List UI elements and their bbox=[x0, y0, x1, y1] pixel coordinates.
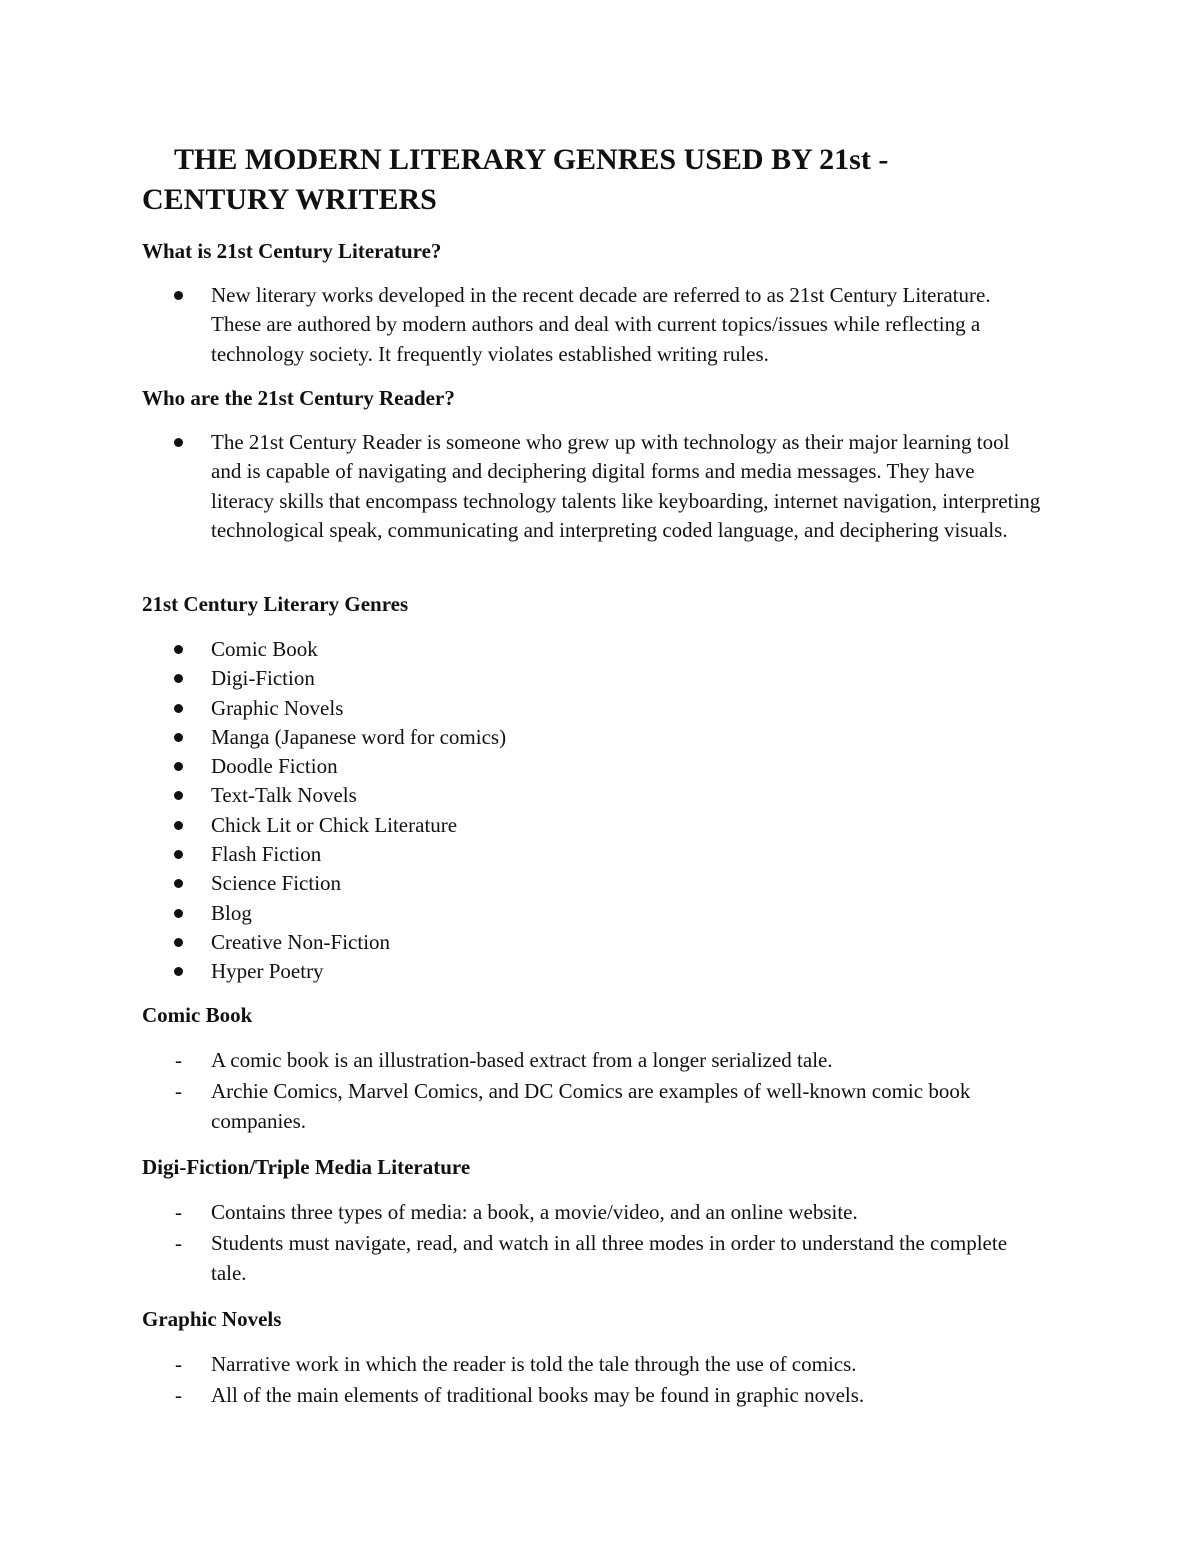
title-line-1: THE MODERN LITERARY GENRES USED BY 21st - bbox=[174, 143, 889, 176]
genre-item: Science Fiction bbox=[142, 869, 1042, 898]
bullet-icon bbox=[174, 967, 183, 976]
genre-item: Hyper Poetry bbox=[142, 957, 1042, 986]
bullet-icon bbox=[174, 438, 183, 447]
dash-marker: - bbox=[175, 1383, 182, 1408]
genre-item: Flash Fiction bbox=[142, 840, 1042, 869]
genre-item: Chick Lit or Chick Literature bbox=[142, 811, 1042, 840]
genres-list bbox=[142, 635, 1042, 987]
title-line-2: CENTURY WRITERS bbox=[142, 183, 437, 216]
genre-item: Text-Talk Novels bbox=[142, 781, 1042, 810]
bullet-icon bbox=[174, 674, 183, 683]
bullet-icon bbox=[174, 938, 183, 947]
bullet-icon bbox=[174, 850, 183, 859]
bullet-icon bbox=[174, 821, 183, 830]
graphic-novels-list bbox=[142, 1350, 1042, 1413]
list-item: - A comic book is an illustration-based extract from a longer serialized tale. bbox=[142, 1046, 1042, 1075]
list-item: - All of the main elements of traditional books may be found in graphic novels. bbox=[142, 1381, 1042, 1410]
genre-item: Blog bbox=[142, 899, 1042, 928]
bullet-icon bbox=[174, 291, 183, 300]
list-item: - Narrative work in which the reader is told the tale through the use of comics. bbox=[142, 1350, 1042, 1379]
bullet-icon bbox=[174, 704, 183, 713]
bullet-icon bbox=[174, 791, 183, 800]
genre-item: Digi-Fiction bbox=[142, 664, 1042, 693]
genre-item: Comic Book bbox=[142, 635, 1042, 664]
bullet-icon bbox=[174, 733, 183, 742]
genre-item: Doodle Fiction bbox=[142, 752, 1042, 781]
list-item: New literary works developed in the recent decade are referred to as 21st Century Literature. These are authored by modern authors and deal with current topics/issues while reflecting a technology society. It frequently violates established writing rules. bbox=[142, 281, 1042, 369]
list-item: - Students must navigate, read, and watch in all three modes in order to understand the complete tale. bbox=[175, 1231, 1008, 1285]
heading-graphic-novels: Graphic Novels bbox=[142, 1307, 282, 1331]
list-item: - Contains three types of media: a book, a movie/video, and an online website. bbox=[142, 1198, 1042, 1227]
heading-what-is: What is 21st Century Literature? bbox=[142, 239, 442, 263]
dash-marker: - bbox=[175, 1352, 182, 1376]
bullet-icon bbox=[174, 909, 183, 918]
comic-book-list bbox=[142, 1046, 1042, 1138]
dash-marker: - bbox=[175, 1200, 182, 1224]
dash-marker: - bbox=[175, 1231, 182, 1256]
bullet-icon bbox=[174, 879, 183, 888]
what-is-list bbox=[142, 281, 1042, 369]
dash-marker: - bbox=[175, 1048, 182, 1072]
heading-reader: Who are the 21st Century Reader? bbox=[142, 386, 455, 410]
bullet-icon bbox=[174, 645, 183, 654]
heading-comic-book: Comic Book bbox=[142, 1003, 253, 1027]
document-title bbox=[142, 140, 1042, 220]
genre-item: Manga (Japanese word for comics) bbox=[142, 723, 1042, 752]
digi-fiction-list bbox=[142, 1198, 1042, 1290]
reader-list bbox=[142, 428, 1042, 545]
list-item: The 21st Century Reader is someone who grew up with technology as their major learning tool and is capable of navigating and deciphering digital forms and media messages. They have literacy skills that encompass technology talents like keyboarding, internet navigation, interpreting technological speak, communicating and interpreting coded language, and deciphering visuals. bbox=[142, 428, 1042, 545]
genre-item: Creative Non-Fiction bbox=[142, 928, 1042, 957]
bullet-icon bbox=[174, 762, 183, 771]
heading-digi-fiction: Digi-Fiction/Triple Media Literature bbox=[142, 1155, 471, 1179]
heading-genres: 21st Century Literary Genres bbox=[142, 592, 409, 616]
dash-marker: - bbox=[175, 1079, 182, 1104]
genre-item: Graphic Novels bbox=[142, 694, 1042, 723]
list-item: - Archie Comics, Marvel Comics, and DC Comics are examples of well-known comic book companies. bbox=[175, 1079, 971, 1133]
